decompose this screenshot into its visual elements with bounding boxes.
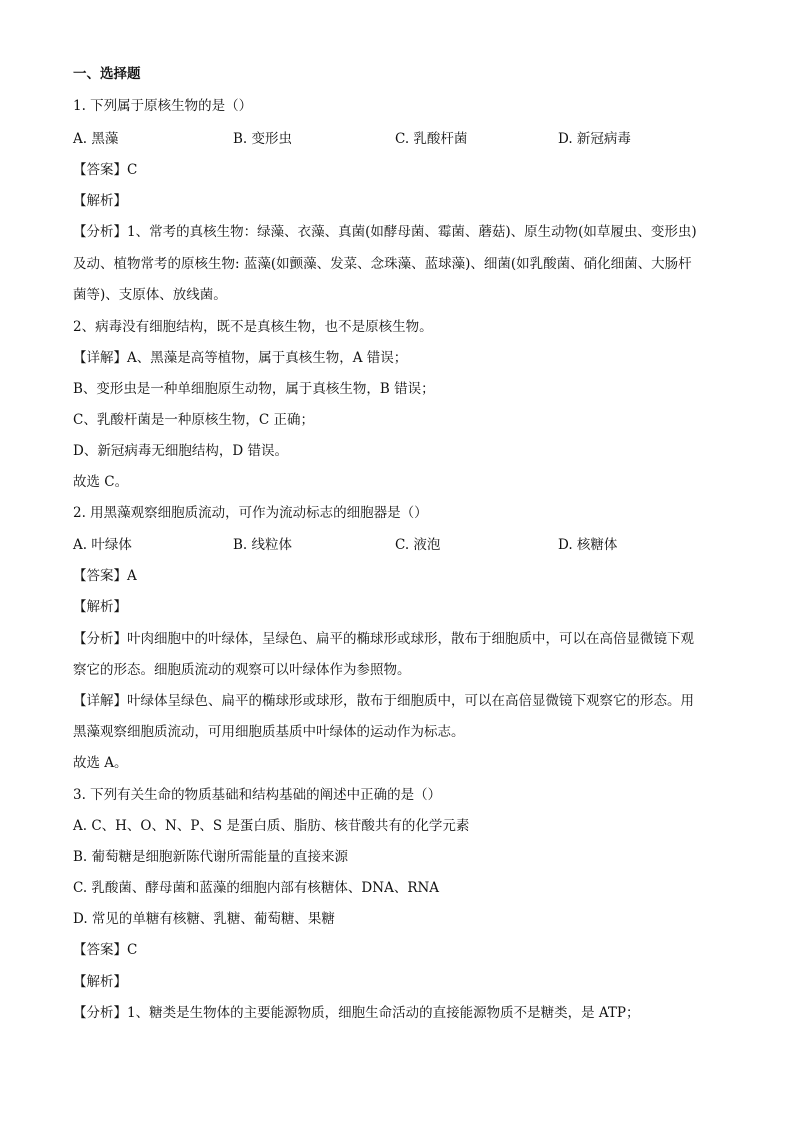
q1-analysis-label: 【解析】 — [73, 193, 127, 209]
q1-analysis-line: 【分析】1、常考的真核生物：绿藻、衣藻、真菌(如酵母菌、霉菌、蘑菇)、原生动物(如草履虫、变形虫) — [73, 224, 697, 240]
q1-analysis-line: 2、病毒没有细胞结构，既不是真核生物，也不是原核生物。 — [73, 319, 433, 335]
q3-option-c: C. 乳酸菌、酵母菌和蓝藻的细胞内部有核糖体、DNA、RNA — [73, 880, 440, 896]
q2-detail-line: 【详解】叶绿体呈绿色、扁平的椭球形或球形，散布于细胞质中，可以在高倍显微镜下观察它的形态。用 — [73, 693, 694, 709]
q1-analysis-line: 菌等)、支原体、放线菌。 — [73, 287, 227, 303]
q1-option-a: A. 黑藻 — [73, 131, 119, 147]
q3-answer: 【答案】C — [73, 942, 138, 958]
question-3-stem: 3. 下列有关生命的物质基础和结构基础的阐述中正确的是（） — [73, 787, 442, 803]
q1-detail-line: D、新冠病毒无细胞结构，D 错误。 — [73, 443, 288, 459]
q2-conclusion: 故选 A。 — [73, 755, 128, 771]
q3-option-d: D. 常见的单糖有核糖、乳糖、葡萄糖、果糖 — [73, 911, 335, 927]
q1-analysis-line: 及动、植物常考的原核生物: 蓝藻(如颤藻、发菜、念珠藻、蓝球藻)、细菌(如乳酸菌、硝化细菌、大肠杆 — [73, 256, 692, 272]
q1-option-c: C. 乳酸杆菌 — [395, 131, 468, 147]
q3-analysis-label: 【解析】 — [73, 974, 127, 990]
q2-analysis-line: 【分析】叶肉细胞中的叶绿体，呈绿色、扁平的椭球形或球形，散布于细胞质中，可以在高倍显微镜下观 — [73, 631, 694, 647]
q2-analysis-label: 【解析】 — [73, 599, 127, 615]
q1-option-d: D. 新冠病毒 — [558, 131, 631, 147]
section-title: 一、选择题 — [73, 66, 141, 82]
q1-conclusion: 故选 C。 — [73, 474, 129, 490]
question-2-stem: 2. 用黑藻观察细胞质流动，可作为流动标志的细胞器是（） — [73, 505, 428, 521]
q1-detail-line: 【详解】A、黑藻是高等植物，属于真核生物，A 错误； — [73, 350, 408, 366]
q2-detail-line: 黑藻观察细胞质流动，可用细胞质基质中叶绿体的运动作为标志。 — [73, 724, 465, 740]
q3-analysis-line: 【分析】1、糖类是生物体的主要能源物质，细胞生命活动的直接能源物质不是糖类，是 ATP； — [73, 1005, 640, 1021]
q2-option-c: C. 液泡 — [395, 537, 441, 553]
q2-answer: 【答案】A — [73, 568, 137, 584]
q2-analysis-line: 察它的形态。细胞质流动的观察可以叶绿体作为参照物。 — [73, 662, 411, 678]
q1-answer: 【答案】C — [73, 162, 138, 178]
q1-option-b: B. 变形虫 — [233, 131, 293, 147]
q2-option-d: D. 核糖体 — [558, 537, 618, 553]
q2-option-a: A. 叶绿体 — [73, 537, 132, 553]
q3-option-a: A. C、H、O、N、P、S 是蛋白质、脂肪、核苷酸共有的化学元素 — [73, 818, 470, 834]
q1-detail-line: B、变形虫是一种单细胞原生动物，属于真核生物，B 错误； — [73, 381, 435, 397]
question-1-stem: 1. 下列属于原核生物的是（） — [73, 98, 253, 114]
q3-option-b: B. 葡萄糖是细胞新陈代谢所需能量的直接来源 — [73, 849, 349, 865]
q1-detail-line: C、乳酸杆菌是一种原核生物，C 正确； — [73, 412, 314, 428]
q2-option-b: B. 线粒体 — [233, 537, 293, 553]
